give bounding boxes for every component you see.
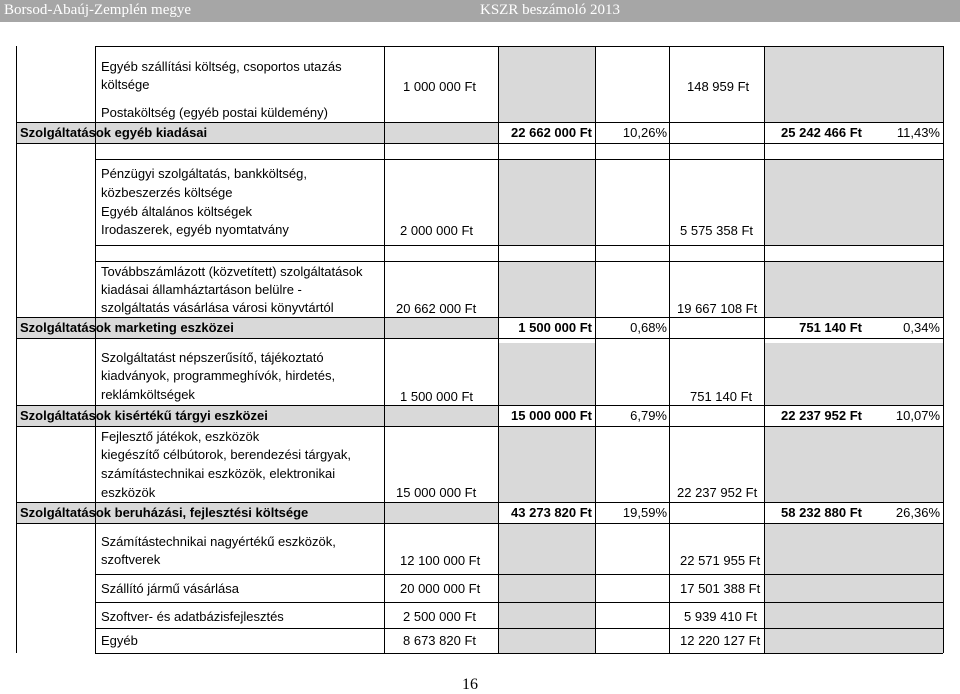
section-pct-actual: 11,43% [896, 125, 940, 140]
row-label: Egyéb szállítási költség, csoportos utazás [101, 59, 342, 74]
row-label: kiadványok, programmeghívók, hirdetés, [101, 368, 336, 383]
actual-value: 12 220 127 Ft [680, 633, 761, 648]
row-label: Számítástechnikai nagyértékű eszközök, [101, 534, 336, 549]
section-pct-planned: 0,68% [630, 320, 667, 335]
row-label: költsége [101, 77, 150, 92]
actual-value: 148 959 Ft [687, 79, 750, 94]
section-actual: 25 242 466 Ft [781, 125, 862, 140]
gray-cell [765, 426, 943, 502]
section-pct-actual: 26,36% [895, 505, 940, 520]
actual-value: 19 667 108 Ft [677, 301, 758, 316]
section-planned: 15 000 000 Ft [511, 408, 592, 423]
gray-cell [499, 426, 595, 502]
gray-cell [765, 523, 943, 653]
planned-value: 8 673 820 Ft [403, 633, 476, 648]
row-label: Szállító jármű vásárlása [101, 581, 239, 596]
gray-cell [765, 343, 943, 405]
gray-cell [499, 46, 595, 122]
page-number: 16 [462, 676, 478, 693]
gray-cell [499, 343, 595, 405]
section-label: Szolgáltatások marketing eszközei [20, 320, 234, 335]
planned-value: 20 662 000 Ft [396, 301, 477, 316]
row-label: szolgáltatás vásárlása városi könyvtártól [101, 300, 334, 315]
header-county: Borsod-Abaúj-Zemplén megye [4, 2, 192, 18]
gray-cell [499, 261, 595, 317]
section-pct-actual: 10,07% [895, 408, 940, 423]
planned-value: 1 000 000 Ft [403, 79, 476, 94]
gray-cell [499, 523, 595, 653]
header-report-title: KSZR beszámoló 2013 [480, 2, 620, 18]
gray-cell [765, 159, 943, 245]
row-label: számítástechnikai eszközök, elektronikai [101, 466, 336, 481]
row-label: Irodaszerek, egyéb nyomtatvány [101, 222, 289, 237]
row-label: közbeszerzés költsége [101, 185, 233, 200]
section-label: Szolgáltatások egyéb kiadásai [20, 125, 208, 140]
actual-value: 22 571 955 Ft [680, 553, 761, 568]
section-pct-planned: 19,59% [622, 505, 667, 520]
section-actual: 58 232 880 Ft [781, 505, 862, 520]
actual-value: 17 501 388 Ft [680, 581, 761, 596]
row-label: szoftverek [101, 552, 161, 567]
row-label: kiadásai államháztartáson belülre - [101, 282, 302, 297]
section-actual: 751 140 Ft [799, 320, 862, 335]
page-header [0, 0, 960, 22]
section-planned: 1 500 000 Ft [518, 320, 592, 335]
row-label: reklámköltségek [101, 387, 195, 402]
section-pct-planned: 10,26% [622, 125, 667, 140]
planned-value: 12 100 000 Ft [400, 553, 481, 568]
row-label: Továbbszámlázott (közvetített) szolgáltatások [101, 264, 363, 279]
row-label: Szolgáltatást népszerűsítő, tájékoztató [101, 350, 324, 365]
row-label: Fejlesztő játékok, eszközök [101, 429, 260, 444]
row-label: Egyéb [101, 633, 138, 648]
row-label: kiegészítő célbútorok, berendezési tárgyak, [101, 447, 352, 462]
planned-value: 2 000 000 Ft [400, 223, 473, 238]
actual-value: 22 237 952 Ft [677, 485, 758, 500]
planned-value: 2 500 000 Ft [403, 609, 476, 624]
planned-value: 20 000 000 Ft [400, 581, 481, 596]
planned-value: 1 500 000 Ft [400, 389, 473, 404]
section-planned: 43 273 820 Ft [511, 505, 592, 520]
row-label: Egyéb általános költségek [101, 204, 253, 219]
gray-cell [765, 261, 943, 317]
actual-value: 751 140 Ft [690, 389, 753, 404]
section-label: Szolgáltatások beruházási, fejlesztési költsége [20, 505, 309, 520]
section-planned: 22 662 000 Ft [511, 125, 592, 140]
section-pct-planned: 6,79% [630, 408, 667, 423]
actual-value: 5 939 410 Ft [684, 609, 757, 624]
section-label: Szolgáltatások kisértékű tárgyi eszközei [20, 408, 268, 423]
gray-cell [499, 159, 595, 245]
row-label: Postaköltség (egyéb postai küldemény) [101, 105, 328, 120]
planned-value: 15 000 000 Ft [396, 485, 477, 500]
actual-value: 5 575 358 Ft [680, 223, 753, 238]
row-label: Pénzügyi szolgáltatás, bankköltség, [101, 166, 307, 181]
row-label: eszközök [101, 485, 156, 500]
gray-cell [765, 46, 943, 122]
section-pct-actual: 0,34% [903, 320, 940, 335]
section-actual: 22 237 952 Ft [781, 408, 862, 423]
row-label: Szoftver- és adatbázisfejlesztés [101, 609, 284, 624]
